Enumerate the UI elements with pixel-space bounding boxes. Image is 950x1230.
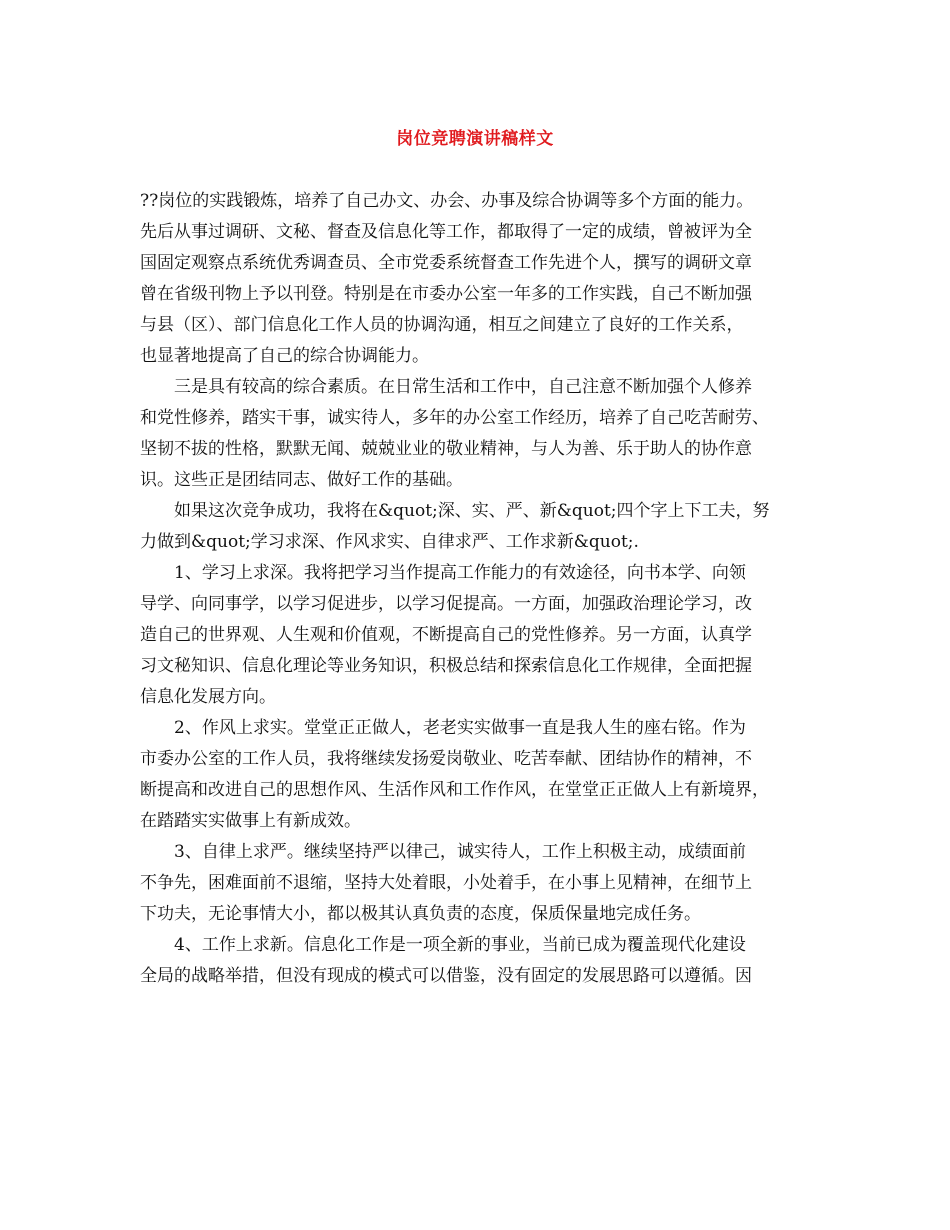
- text-line: 不争先，困难面前不退缩，坚持大处着眼，小处着手，在小事上见精神，在细节上: [140, 873, 752, 893]
- text-line: 下功夫，无论事情大小，都以极其认真负责的态度，保质保量地完成任务。: [140, 904, 701, 924]
- document-body: [140, 186, 820, 992]
- text-line: 三是具有较高的综合素质。在日常生活和工作中，自己注意不断加强个人修养: [174, 377, 752, 397]
- text-line: 1、学习上求深。我将把学习当作提高工作能力的有效途径，向书本学、向领: [174, 563, 746, 583]
- paragraph: [140, 837, 820, 930]
- text-line: 信息化发展方向。: [140, 687, 276, 707]
- text-line: 与县（区）、部门信息化工作人员的协调沟通，相互之间建立了良好的工作关系，: [140, 315, 744, 335]
- text-line: 力做到&quot;学习求深、作风求实、自律求严、工作求新&quot;.: [140, 532, 639, 552]
- text-line: 造自己的世界观、人生观和价值观，不断提高自己的党性修养。另一方面，认真学: [140, 625, 752, 645]
- text-line: 导学、向同事学，以学习促进步，以学习促提高。一方面，加强政治理论学习，改: [140, 594, 752, 614]
- text-line: 和党性修养，踏实干事，诚实待人，多年的办公室工作经历，培养了自己吃苦耐劳、: [140, 408, 769, 428]
- paragraph: [140, 558, 820, 713]
- paragraph: [140, 372, 820, 496]
- paragraph: [140, 496, 820, 558]
- text-line: 市委办公室的工作人员，我将继续发扬爱岗敬业、吃苦奉献、团结协作的精神，不: [140, 749, 752, 769]
- text-line: 坚韧不拔的性格，默默无闻、兢兢业业的敬业精神，与人为善、乐于助人的协作意: [140, 439, 752, 459]
- text-line: 也显著地提高了自己的综合协调能力。: [140, 346, 429, 366]
- text-line: 2、作风上求实。堂堂正正做人，老老实实做事一直是我人生的座右铭。作为: [174, 718, 746, 738]
- text-line: 全局的战略举措，但没有现成的模式可以借鉴，没有固定的发展思路可以遵循。因: [140, 966, 752, 986]
- text-line: 曾在省级刊物上予以刊登。特别是在市委办公室一年多的工作实践，自己不断加强: [140, 284, 752, 304]
- text-line: 3、自律上求严。继续坚持严以律己，诚实待人，工作上积极主动，成绩面前: [174, 842, 746, 862]
- text-line: 识。这些正是团结同志、做好工作的基础。: [140, 470, 463, 490]
- text-line: 国固定观察点系统优秀调查员、全市党委系统督查工作先进个人，撰写的调研文章: [140, 253, 752, 273]
- paragraph: [140, 930, 820, 992]
- text-line: 习文秘知识、信息化理论等业务知识，积极总结和探索信息化工作规律，全面把握: [140, 656, 752, 676]
- document-title: 岗位竞聘演讲稿样文: [396, 129, 554, 149]
- text-line: 在踏踏实实做事上有新成效。: [140, 811, 361, 831]
- text-line: 先后从事过调研、文秘、督查及信息化等工作，都取得了一定的成绩，曾被评为全: [140, 222, 752, 242]
- text-line: 断提高和改进自己的思想作风、生活作风和工作作风，在堂堂正正做人上有新境界，: [140, 780, 769, 800]
- text-line: 4、工作上求新。信息化工作是一项全新的事业，当前已成为覆盖现代化建设: [174, 935, 746, 955]
- text-line: ??岗位的实践锻炼，培养了自己办文、办会、办事及综合协调等多个方面的能力。: [140, 191, 754, 211]
- text-line: 如果这次竞争成功，我将在&quot;深、实、严、新&quot;四个字上下工夫，努: [174, 501, 770, 521]
- paragraph: [140, 186, 820, 372]
- paragraph: [140, 713, 820, 837]
